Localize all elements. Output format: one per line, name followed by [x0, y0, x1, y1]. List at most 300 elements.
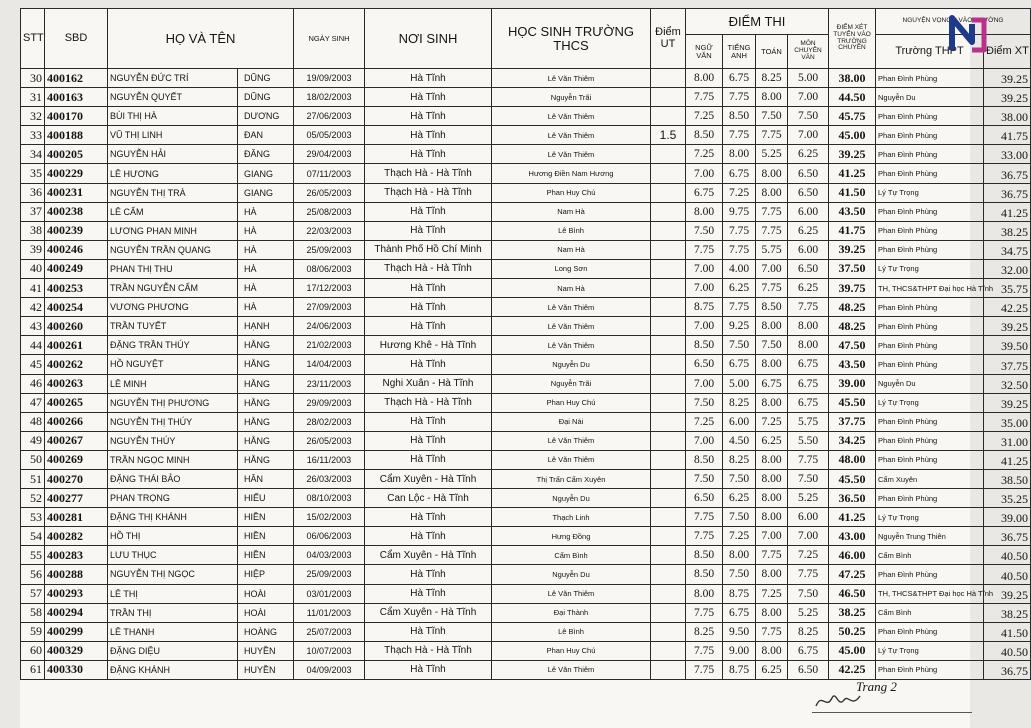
diem-toan-cell: 8.00	[756, 603, 788, 622]
diem-toan-cell: 8.00	[756, 489, 788, 508]
truong-thcs-cell: Hương Điền Nam Hương	[492, 164, 651, 183]
diem-chuyen-cell: 5.75	[788, 412, 829, 431]
diem-xt-cell: 41.75	[984, 126, 1031, 145]
truong-thpt-cell: Nguyễn Du	[876, 88, 984, 107]
diem-xt-cell: 39.25	[984, 88, 1031, 107]
stt-cell: 50	[21, 450, 45, 469]
noi-sinh-cell: Hà Tĩnh	[365, 527, 492, 546]
truong-thcs-cell: Lê Văn Thiêm	[492, 317, 651, 336]
table-header	[21, 9, 1031, 69]
diem-xet-chuyen-cell: 48.00	[829, 450, 876, 469]
col-hoc-sinh-thcs: HỌC SINH TRƯỜNG THCS	[492, 9, 651, 69]
truong-thcs-cell: Nguyễn Trãi	[492, 88, 651, 107]
diem-xet-chuyen-cell: 47.50	[829, 336, 876, 355]
stt-cell: 56	[21, 565, 45, 584]
diem-van-cell: 8.25	[686, 622, 723, 641]
diem-xt-cell: 41.25	[984, 450, 1031, 469]
diem-anh-cell: 8.75	[723, 660, 756, 679]
diem-xt-cell: 35.00	[984, 412, 1031, 431]
diem-anh-cell: 8.50	[723, 107, 756, 126]
truong-thpt-cell: Cẩm Bình	[876, 603, 984, 622]
diem-chuyen-cell: 6.75	[788, 641, 829, 660]
diem-chuyen-cell: 6.00	[788, 240, 829, 259]
diem-anh-cell: 6.75	[723, 164, 756, 183]
noi-sinh-cell: Hà Tĩnh	[365, 412, 492, 431]
diem-xt-cell: 35.25	[984, 489, 1031, 508]
stt-cell: 37	[21, 202, 45, 221]
ten-cell: HẰNG	[238, 450, 294, 469]
diem-chuyen-cell: 8.00	[788, 336, 829, 355]
sbd-cell: 400263	[45, 374, 108, 393]
col-diem-thi: ĐIỂM THI	[686, 9, 829, 35]
diem-xet-chuyen-cell: 41.25	[829, 508, 876, 527]
sbd-cell: 400253	[45, 279, 108, 298]
sbd-cell: 400281	[45, 508, 108, 527]
ho-ten-cell: ĐẶNG THỊ KHÁNH	[108, 508, 238, 527]
col-truong-thpt: Trường THPT	[876, 35, 984, 69]
table-row	[21, 565, 1031, 584]
diem-chuyen-cell: 7.50	[788, 107, 829, 126]
ho-ten-cell: ĐẶNG DIỆU	[108, 641, 238, 660]
diem-xet-chuyen-cell: 42.25	[829, 660, 876, 679]
truong-thpt-cell: Phan Đình Phùng	[876, 240, 984, 259]
sbd-cell: 400267	[45, 431, 108, 450]
stt-cell: 45	[21, 355, 45, 374]
diem-toan-cell: 6.25	[756, 660, 788, 679]
diem-toan-cell: 7.75	[756, 221, 788, 240]
diem-xet-chuyen-cell: 39.25	[829, 240, 876, 259]
truong-thcs-cell: Nam Hà	[492, 202, 651, 221]
stt-cell: 39	[21, 240, 45, 259]
sbd-cell: 400293	[45, 584, 108, 603]
diem-chuyen-cell: 7.25	[788, 546, 829, 565]
diem-xt-cell: 39.00	[984, 508, 1031, 527]
diem-chuyen-cell: 6.75	[788, 374, 829, 393]
noi-sinh-cell: Cẩm Xuyên - Hà Tĩnh	[365, 546, 492, 565]
diem-xet-chuyen-cell: 45.00	[829, 126, 876, 145]
diem-toan-cell: 8.00	[756, 641, 788, 660]
diem-xet-chuyen-cell: 39.25	[829, 145, 876, 164]
ngay-sinh-cell: 25/07/2003	[294, 622, 365, 641]
diem-anh-cell: 5.00	[723, 374, 756, 393]
truong-thpt-cell: Phan Đình Phùng	[876, 565, 984, 584]
sbd-cell: 400163	[45, 88, 108, 107]
ten-cell: HIỀN	[238, 546, 294, 565]
diem-toan-cell: 7.00	[756, 259, 788, 278]
table-row	[21, 298, 1031, 317]
ho-ten-cell: BÙI THỊ HÀ	[108, 107, 238, 126]
diem-xet-chuyen-cell: 44.50	[829, 88, 876, 107]
diem-toan-cell: 8.00	[756, 183, 788, 202]
stt-cell: 36	[21, 183, 45, 202]
table-row	[21, 145, 1031, 164]
diem-van-cell: 7.00	[686, 259, 723, 278]
col-diem-xt: Điểm XT	[984, 35, 1031, 69]
sbd-cell: 400260	[45, 317, 108, 336]
diem-ut-cell	[651, 88, 686, 107]
diem-chuyen-cell: 8.00	[788, 317, 829, 336]
truong-thcs-cell: Lê Văn Thiêm	[492, 126, 651, 145]
ho-ten-cell: NGUYỄN THỊ TRÀ	[108, 183, 238, 202]
noi-sinh-cell: Can Lộc - Hà Tĩnh	[365, 489, 492, 508]
diem-anh-cell: 6.75	[723, 69, 756, 88]
stt-cell: 40	[21, 259, 45, 278]
sbd-cell: 400249	[45, 259, 108, 278]
noi-sinh-cell: Hà Tĩnh	[365, 431, 492, 450]
sbd-cell: 400229	[45, 164, 108, 183]
truong-thcs-cell: Lê Văn Thiêm	[492, 450, 651, 469]
diem-van-cell: 6.50	[686, 355, 723, 374]
diem-xt-cell: 36.75	[984, 183, 1031, 202]
diem-anh-cell: 7.50	[723, 469, 756, 488]
sbd-cell: 400299	[45, 622, 108, 641]
diem-ut-cell	[651, 546, 686, 565]
ho-ten-cell: VŨ THỊ LINH	[108, 126, 238, 145]
diem-ut-cell	[651, 641, 686, 660]
sbd-cell: 400188	[45, 126, 108, 145]
diem-ut-cell: 1.5	[651, 126, 686, 145]
stt-cell: 41	[21, 279, 45, 298]
ten-cell: GIANG	[238, 183, 294, 202]
ten-cell: ĐAN	[238, 126, 294, 145]
diem-xt-cell: 39.25	[984, 393, 1031, 412]
noi-sinh-cell: Hà Tĩnh	[365, 279, 492, 298]
noi-sinh-cell: Hà Tĩnh	[365, 88, 492, 107]
diem-toan-cell: 7.50	[756, 336, 788, 355]
sbd-cell: 400277	[45, 489, 108, 508]
diem-toan-cell: 8.00	[756, 393, 788, 412]
diem-toan-cell: 8.00	[756, 450, 788, 469]
table-row	[21, 240, 1031, 259]
noi-sinh-cell: Hà Tĩnh	[365, 355, 492, 374]
diem-xt-cell: 41.25	[984, 202, 1031, 221]
diem-anh-cell: 6.25	[723, 279, 756, 298]
ho-ten-cell: ĐẶNG KHÁNH	[108, 660, 238, 679]
signature-mark	[814, 688, 864, 712]
table-row	[21, 393, 1031, 412]
diem-chuyen-cell: 6.50	[788, 164, 829, 183]
diem-chuyen-cell: 7.75	[788, 298, 829, 317]
ten-cell: HÀ	[238, 202, 294, 221]
ngay-sinh-cell: 16/11/2003	[294, 450, 365, 469]
diem-chuyen-cell: 7.00	[788, 126, 829, 145]
diem-anh-cell: 7.25	[723, 527, 756, 546]
diem-anh-cell: 6.00	[723, 412, 756, 431]
diem-xet-chuyen-cell: 37.50	[829, 259, 876, 278]
table-row	[21, 603, 1031, 622]
sbd-cell: 400239	[45, 221, 108, 240]
ho-ten-cell: NGUYỄN HẢI	[108, 145, 238, 164]
diem-xt-cell: 36.75	[984, 660, 1031, 679]
diem-ut-cell	[651, 259, 686, 278]
diem-xt-cell: 39.50	[984, 336, 1031, 355]
stt-cell: 57	[21, 584, 45, 603]
diem-chuyen-cell: 5.50	[788, 431, 829, 450]
diem-chuyen-cell: 6.75	[788, 355, 829, 374]
diem-chuyen-cell: 5.25	[788, 603, 829, 622]
truong-thcs-cell: Nam Hà	[492, 279, 651, 298]
ho-ten-cell: VƯƠNG PHƯƠNG	[108, 298, 238, 317]
truong-thpt-cell: Nguyễn Du	[876, 374, 984, 393]
noi-sinh-cell: Hà Tĩnh	[365, 145, 492, 164]
ho-ten-cell: LÊ THANH	[108, 622, 238, 641]
diem-anh-cell: 7.25	[723, 183, 756, 202]
table-body	[21, 69, 1031, 680]
ten-cell: HẠNH	[238, 317, 294, 336]
diem-ut-cell	[651, 279, 686, 298]
diem-ut-cell	[651, 565, 686, 584]
diem-toan-cell: 8.00	[756, 88, 788, 107]
noi-sinh-cell: Hà Tĩnh	[365, 508, 492, 527]
noi-sinh-cell: Hà Tĩnh	[365, 202, 492, 221]
ngay-sinh-cell: 25/09/2003	[294, 565, 365, 584]
ten-cell: HOÀI	[238, 584, 294, 603]
diem-xt-cell: 42.25	[984, 298, 1031, 317]
ngay-sinh-cell: 28/02/2003	[294, 412, 365, 431]
stt-cell: 34	[21, 145, 45, 164]
diem-ut-cell	[651, 298, 686, 317]
ho-ten-cell: NGUYỄN ĐỨC TRÍ	[108, 69, 238, 88]
diem-chuyen-cell: 6.75	[788, 393, 829, 412]
truong-thpt-cell: Phan Đình Phùng	[876, 145, 984, 164]
diem-xet-chuyen-cell: 41.25	[829, 164, 876, 183]
diem-xet-chuyen-cell: 37.75	[829, 412, 876, 431]
diem-xet-chuyen-cell: 41.75	[829, 221, 876, 240]
diem-anh-cell: 7.75	[723, 240, 756, 259]
noi-sinh-cell: Thạch Hà - Hà Tĩnh	[365, 164, 492, 183]
truong-thpt-cell: Phan Đình Phùng	[876, 660, 984, 679]
diem-ut-cell	[651, 355, 686, 374]
truong-thpt-cell: Phan Đình Phùng	[876, 317, 984, 336]
truong-thcs-cell: Lê Văn Thiêm	[492, 431, 651, 450]
ngay-sinh-cell: 04/09/2003	[294, 660, 365, 679]
table-row	[21, 336, 1031, 355]
noi-sinh-cell: Hương Khê - Hà Tĩnh	[365, 336, 492, 355]
diem-van-cell: 7.75	[686, 88, 723, 107]
truong-thpt-cell: Phan Đình Phùng	[876, 126, 984, 145]
noi-sinh-cell: Hà Tĩnh	[365, 660, 492, 679]
table-row	[21, 183, 1031, 202]
diem-toan-cell: 7.75	[756, 202, 788, 221]
diem-xt-cell: 39.25	[984, 69, 1031, 88]
noi-sinh-cell: Thạch Hà - Hà Tĩnh	[365, 641, 492, 660]
sbd-cell: 400246	[45, 240, 108, 259]
ho-ten-cell: HỒ THỊ	[108, 527, 238, 546]
ho-ten-cell: TRẦN TUYẾT	[108, 317, 238, 336]
ten-cell: GIANG	[238, 164, 294, 183]
diem-xet-chuyen-cell: 43.50	[829, 202, 876, 221]
diem-ut-cell	[651, 508, 686, 527]
diem-toan-cell: 6.25	[756, 431, 788, 450]
stt-cell: 48	[21, 412, 45, 431]
diem-xt-cell: 38.50	[984, 469, 1031, 488]
ho-ten-cell: ĐẶNG THÁI BẢO	[108, 469, 238, 488]
stt-cell: 49	[21, 431, 45, 450]
diem-van-cell: 8.75	[686, 298, 723, 317]
diem-xet-chuyen-cell: 41.50	[829, 183, 876, 202]
diem-xt-cell: 34.75	[984, 240, 1031, 259]
diem-xet-chuyen-cell: 46.50	[829, 584, 876, 603]
diem-van-cell: 7.00	[686, 317, 723, 336]
diem-van-cell: 7.25	[686, 412, 723, 431]
stt-cell: 53	[21, 508, 45, 527]
diem-anh-cell: 9.50	[723, 622, 756, 641]
stt-cell: 51	[21, 469, 45, 488]
ten-cell: HẰNG	[238, 412, 294, 431]
truong-thcs-cell: Long Sơn	[492, 259, 651, 278]
diem-xt-cell: 38.25	[984, 221, 1031, 240]
ngay-sinh-cell: 05/05/2003	[294, 126, 365, 145]
diem-ut-cell	[651, 489, 686, 508]
table-row	[21, 508, 1031, 527]
noi-sinh-cell: Nghi Xuân - Hà Tĩnh	[365, 374, 492, 393]
truong-thcs-cell: Lê Văn Thiêm	[492, 107, 651, 126]
diem-xet-chuyen-cell: 45.50	[829, 393, 876, 412]
truong-thpt-cell: Phan Đình Phùng	[876, 298, 984, 317]
table-row	[21, 450, 1031, 469]
diem-xt-cell: 36.75	[984, 527, 1031, 546]
stt-cell: 60	[21, 641, 45, 660]
sbd-cell: 400288	[45, 565, 108, 584]
noi-sinh-cell: Cẩm Xuyên - Hà Tĩnh	[365, 469, 492, 488]
diem-toan-cell: 8.00	[756, 317, 788, 336]
ten-cell: HẰNG	[238, 336, 294, 355]
table-row	[21, 584, 1031, 603]
truong-thpt-cell: Lý Tự Trọng	[876, 259, 984, 278]
noi-sinh-cell: Hà Tĩnh	[365, 317, 492, 336]
ten-cell: HẰNG	[238, 374, 294, 393]
truong-thcs-cell: Đại Thành	[492, 603, 651, 622]
diem-ut-cell	[651, 412, 686, 431]
col-diem-xet: ĐIỂM XÉT TUYỂN VÀO TRƯỜNG CHUYÊN	[829, 9, 876, 69]
diem-van-cell: 8.00	[686, 584, 723, 603]
ho-ten-cell: LƯU THỤC	[108, 546, 238, 565]
ten-cell: HẰNG	[238, 431, 294, 450]
diem-xet-chuyen-cell: 50.25	[829, 622, 876, 641]
table-row	[21, 107, 1031, 126]
stt-cell: 46	[21, 374, 45, 393]
diem-van-cell: 8.00	[686, 69, 723, 88]
noi-sinh-cell: Hà Tĩnh	[365, 622, 492, 641]
ten-cell: HẰNG	[238, 355, 294, 374]
noi-sinh-cell: Thành Phố Hồ Chí Minh	[365, 240, 492, 259]
ngay-sinh-cell: 29/04/2003	[294, 145, 365, 164]
diem-toan-cell: 7.25	[756, 584, 788, 603]
stt-cell: 58	[21, 603, 45, 622]
diem-xet-chuyen-cell: 48.25	[829, 317, 876, 336]
diem-toan-cell: 7.50	[756, 107, 788, 126]
diem-anh-cell: 8.25	[723, 393, 756, 412]
table-row	[21, 202, 1031, 221]
diem-toan-cell: 7.00	[756, 527, 788, 546]
diem-xet-chuyen-cell: 38.25	[829, 603, 876, 622]
diem-xet-chuyen-cell: 38.00	[829, 69, 876, 88]
truong-thpt-cell: TH, THCS&THPT Đại học Hà Tĩnh	[876, 584, 984, 603]
truong-thcs-cell: Nguyễn Du	[492, 355, 651, 374]
table-row	[21, 489, 1031, 508]
table-row	[21, 412, 1031, 431]
diem-chuyen-cell: 7.75	[788, 565, 829, 584]
ngay-sinh-cell: 15/02/2003	[294, 508, 365, 527]
truong-thpt-cell: Lý Tự Trọng	[876, 183, 984, 202]
ngay-sinh-cell: 07/11/2003	[294, 164, 365, 183]
table-row	[21, 355, 1031, 374]
truong-thcs-cell: Thị Trấn Cẩm Xuyên	[492, 469, 651, 488]
truong-thcs-cell: Phan Huy Chú	[492, 183, 651, 202]
truong-thpt-cell: Lý Tự Trọng	[876, 393, 984, 412]
diem-van-cell: 7.00	[686, 279, 723, 298]
diem-xt-cell: 38.25	[984, 603, 1031, 622]
truong-thpt-cell: Phan Đình Phùng	[876, 489, 984, 508]
ngay-sinh-cell: 17/12/2003	[294, 279, 365, 298]
diem-toan-cell: 8.50	[756, 298, 788, 317]
table-row	[21, 221, 1031, 240]
ho-ten-cell: NGUYỄN THỊ THÚY	[108, 412, 238, 431]
noi-sinh-cell: Thạch Hà - Hà Tĩnh	[365, 393, 492, 412]
ten-cell: DŨNG	[238, 69, 294, 88]
stt-cell: 42	[21, 298, 45, 317]
truong-thcs-cell: Lê Bình	[492, 221, 651, 240]
diem-ut-cell	[651, 145, 686, 164]
diem-van-cell: 6.50	[686, 489, 723, 508]
ngay-sinh-cell: 19/09/2003	[294, 69, 365, 88]
ngay-sinh-cell: 18/02/2003	[294, 88, 365, 107]
truong-thcs-cell: Hưng Đồng	[492, 527, 651, 546]
table-row	[21, 469, 1031, 488]
diem-van-cell: 8.50	[686, 546, 723, 565]
ten-cell: HÀ	[238, 221, 294, 240]
table-row	[21, 164, 1031, 183]
truong-thpt-cell: Phan Đình Phùng	[876, 107, 984, 126]
ho-ten-cell: LÊ CẨM	[108, 202, 238, 221]
diem-toan-cell: 7.75	[756, 622, 788, 641]
diem-ut-cell	[651, 374, 686, 393]
table-row	[21, 88, 1031, 107]
col-ngu-van: NGỮ VĂN	[686, 35, 723, 69]
diem-toan-cell: 7.25	[756, 412, 788, 431]
truong-thpt-cell: Cẩm Xuyên	[876, 469, 984, 488]
ho-ten-cell: NGUYỄN QUYẾT	[108, 88, 238, 107]
diem-ut-cell	[651, 431, 686, 450]
diem-van-cell: 7.50	[686, 221, 723, 240]
ho-ten-cell: PHAN TRỌNG	[108, 489, 238, 508]
noi-sinh-cell: Hà Tĩnh	[365, 298, 492, 317]
stt-cell: 59	[21, 622, 45, 641]
ho-ten-cell: LÊ HƯƠNG	[108, 164, 238, 183]
diem-van-cell: 8.00	[686, 202, 723, 221]
diem-xet-chuyen-cell: 43.50	[829, 355, 876, 374]
diem-chuyen-cell: 7.50	[788, 469, 829, 488]
truong-thcs-cell: Phan Huy Chú	[492, 393, 651, 412]
diem-anh-cell: 4.00	[723, 259, 756, 278]
ngay-sinh-cell: 29/09/2003	[294, 393, 365, 412]
diem-van-cell: 7.00	[686, 431, 723, 450]
sbd-cell: 400231	[45, 183, 108, 202]
diem-anh-cell: 8.00	[723, 145, 756, 164]
ten-cell: HÀ	[238, 298, 294, 317]
sbd-cell: 400270	[45, 469, 108, 488]
diem-ut-cell	[651, 450, 686, 469]
diem-van-cell: 7.75	[686, 641, 723, 660]
diem-anh-cell: 7.75	[723, 298, 756, 317]
diem-van-cell: 7.25	[686, 145, 723, 164]
ngay-sinh-cell: 25/08/2003	[294, 202, 365, 221]
diem-chuyen-cell: 7.75	[788, 450, 829, 469]
diem-xt-cell: 40.50	[984, 546, 1031, 565]
diem-chuyen-cell: 6.00	[788, 508, 829, 527]
stt-cell: 61	[21, 660, 45, 679]
diem-chuyen-cell: 6.50	[788, 660, 829, 679]
